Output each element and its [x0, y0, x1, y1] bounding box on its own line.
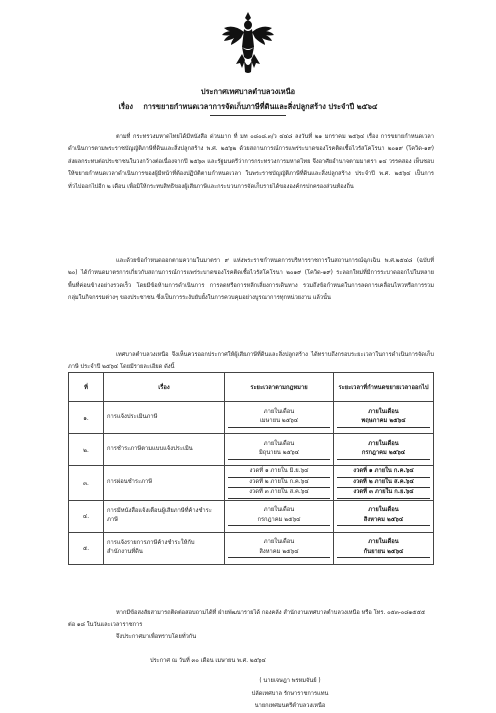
header-extended-period: ระยะเวลาที่กำหนดขยายเวลาออกไป [334, 373, 434, 402]
table-row [69, 402, 434, 434]
contact-note-text: หากมีข้อสงสัยสามารถติดต่อสอบถามได้ที่ ฝ่ายพัฒนารายได้ กองคลัง สำนักงานเทศบาลตำบลวงเหนือ หรือ โทร. ๐๕๓-๐๘๑๕๕๕ ต่อ ๑๘ ในวันและเวลาราชการ [68, 610, 426, 629]
row-law-period-line: สิงหาคม ๒๕๖๔ [228, 548, 330, 559]
row-law-period [225, 532, 334, 564]
row-matter [104, 434, 225, 466]
row-matter [104, 466, 225, 501]
signer-position-1: ปลัดเทศบาล รักษาราชการแทน [251, 690, 329, 697]
table-row [69, 466, 434, 501]
row-extended-period [334, 402, 434, 434]
garuda-emblem-icon [220, 10, 276, 74]
row-matter-line: สำนักงานที่ดิน [107, 549, 143, 555]
subject-prefix: เรื่อง [118, 102, 133, 111]
row-law-period-line: งวดที่ ๒ ภายใน ก.ค.๖๔ [228, 478, 330, 489]
announce-line [68, 631, 434, 643]
row-law-period-line: ภายในเดือน [263, 507, 295, 513]
subject-line [0, 101, 496, 113]
org-title: ประกาศเทศบาลตำบลวงเหนือ [200, 87, 296, 96]
row-law-period [225, 434, 334, 466]
row-matter [104, 500, 225, 532]
row-law-period-line: เมษายน ๒๕๖๔ [228, 417, 330, 428]
row-number: ๕. [69, 532, 104, 564]
row-extended-period-line: งวดที่ ๑ ภายใน ก.ค.๖๔ [337, 467, 430, 478]
row-extended-period-line: พฤษภาคม ๒๕๖๔ [337, 417, 430, 428]
paragraph-1 [68, 131, 434, 193]
announce-text: จึงประกาศมาเพื่อทราบโดยทั่วกัน [116, 634, 197, 640]
paragraph-1-text: ตามที่ กระทรวงมหาดไทยได้มีหนังสือ ด่วนมาก ที่ มท ๐๘๐๘.๓/ว ๔๔๘ ลงวันที่ ๒๑ มกราคม ๒๕๖๔ เรื่อง การขยายกำหนดเวลาดำเนินการตามพระราชบัญญัติภาษีที่ดินและสิ่งปลูกสร้าง พ.ศ. ๒๕๖๒ ด้วยสถานการณ์การแพร่ระบาดของโรคติดเชื้อไวรัสโคโรนา ๒๐๑๙ (โควิด-๑๙) ส่งผลกระทบต่อประชาชนในวงกว้างต่อเนื่องจากปี ๒๕๖๓ และรัฐมนตรีว่าการกระทรวงการมหาดไทย จึงอาศัยอำนาจตามมาตรา ๑๔ วรรคสอง เห็นชอบให้ขยายกำหนดเวลาดำเนินการของผู้มีหน้าที่ต้องปฏิบัติตามกำหนดเวลา ในพระราชบัญญัติภาษีที่ดินและสิ่งปลูกสร้าง ประจำปี พ.ศ. ๒๕๖๔ เป็นการทั่วไปออกไปอีก ๒ เดือน เพื่อมิให้กระทบสิทธิของผู้เสียภาษีและกระบวนการจัดเก็บรายได้ขององค์กรปกครองส่วนท้องถิ่น [68, 134, 434, 190]
row-matter [104, 532, 225, 564]
row-matter-line: การชำระภาษีตามแบบแจ้งประเมิน [107, 445, 193, 452]
row-law-period [225, 466, 334, 501]
row-matter-line: การแจ้งประเมินภาษี [107, 413, 158, 420]
row-law-period-line: ภายในเดือน [263, 440, 295, 447]
table-header-row [69, 373, 434, 402]
row-law-period-line: กรกฎาคม ๒๕๖๔ [228, 516, 330, 527]
row-matter-line: การแจ้งรายการภาษีค้างชำระให้กับ [107, 539, 195, 546]
row-number: ๓. [69, 466, 104, 501]
row-extended-period-line: ภายในเดือน [368, 408, 399, 415]
announce-date: ประกาศ ณ วันที่ ๓๐ เดือน เมษายน พ.ศ. ๒๕๖๔ [150, 658, 266, 664]
row-law-period-line: งวดที่ ๑ ภายใน มิ.ย.๖๔ [228, 467, 330, 478]
row-law-period-line: ภายในเดือน [263, 408, 295, 415]
row-extended-period [334, 532, 434, 564]
row-extended-period-line: ภายในเดือน [368, 539, 399, 545]
header-no: ที่ [69, 373, 104, 402]
row-extended-period-line: ภายในเดือน [368, 440, 399, 447]
row-extended-period-line: กรกฎาคม ๒๕๖๔ [337, 449, 430, 460]
row-law-period-line: งวดที่ ๓ ภายใน ส.ค.๖๔ [228, 488, 330, 499]
row-matter-line: ภาษี [107, 517, 118, 523]
row-extended-period [334, 466, 434, 501]
row-extended-period-line: ภายในเดือน [368, 507, 399, 513]
row-law-period-line: มิถุนายน ๒๕๖๔ [228, 449, 330, 460]
row-extended-period-line: สิงหาคม ๒๕๖๔ [337, 516, 430, 527]
subject-text: การขยายกำหนดเวลาการจัดเก็บภาษีที่ดินและสิ่งปลูกสร้าง ประจำปี ๒๕๖๔ [143, 102, 378, 111]
schedule-table [68, 372, 434, 565]
paragraph-2 [68, 255, 434, 305]
row-extended-period-line: กันยายน ๒๕๖๔ [337, 548, 430, 559]
row-matter-line: การมีหนังสือแจ้งเตือนผู้เสียภาษีที่ค้างชำระ [107, 507, 212, 514]
paragraph-3-text: เทศบาลตำบลวงเหนือ จึงเห็นควรออกประกาศให้ผู้เสียภาษีที่ดินและสิ่งปลูกสร้าง ได้ทราบถึงกรอบระยะเวลาในการดำเนินการจัดเก็บภาษี ประจำปี ๒๕๖๔ โดยมีรายละเอียด ดังนี้ [68, 352, 434, 371]
row-extended-period [334, 500, 434, 532]
table-row [69, 500, 434, 532]
row-law-period-line: ภายในเดือน [263, 539, 295, 545]
signature-block [220, 675, 360, 713]
row-law-period [225, 500, 334, 532]
title-divider [210, 115, 286, 116]
table-row [69, 532, 434, 564]
row-extended-period [334, 434, 434, 466]
table-row [69, 434, 434, 466]
header-matter: เรื่อง [104, 373, 225, 402]
row-matter-line: การผ่อนชำระภาษี [107, 479, 153, 485]
row-extended-period-line: งวดที่ ๒ ภายใน ส.ค.๖๔ [337, 478, 430, 489]
paragraph-3 [68, 349, 434, 374]
row-number: ๔. [69, 500, 104, 532]
row-matter [104, 402, 225, 434]
row-extended-period-line: งวดที่ ๓ ภายใน ก.ย.๖๔ [337, 488, 430, 499]
row-law-period [225, 402, 334, 434]
row-number: ๑. [69, 402, 104, 434]
paragraph-2-text: และด้วยข้อกำหนดออกตามความในมาตรา ๙ แห่งพระราชกำหนดการบริหารราชการในสถานการณ์ฉุกเฉิน พ.ศ.๒๕๔๘ (ฉบับที่ ๒๐) ได้กำหนดมาตรการเกี่ยวกับสถานการณ์การแพร่ระบาดของโรคติดเชื้อไวรัสโคโรนา ๒๐๑๙ (โควิด-๑๙) ระลอกใหม่ที่มีการระบาดออกไปในหลายพื้นที่ค่อนข้างอย่างรวดเร็ว โดยมีข้อห้ามการดำเนินการ การลดหรือการหลีกเลี่ยงการเดินทาง รวมถึงข้อกำหนดในการลดการเคลื่อนไหวหรือการรวมกลุ่มในกิจกรรมต่างๆ ของประชาชน ซึ่งเป็นการระงับยับยั้งในการควบคุมอย่างบูรณาการทุกหน่วยงาน แล้วนั้น [68, 258, 434, 302]
signer-name: ( นายเจษฎา พรหมจันย์ ) [259, 678, 321, 684]
contact-note [68, 607, 434, 632]
header-law-period: ระยะเวลาตามกฎหมาย [225, 373, 334, 402]
row-number: ๒. [69, 434, 104, 466]
signer-position-2: นายกเทศมนตรีตำบลวงเหนือ [254, 703, 326, 709]
